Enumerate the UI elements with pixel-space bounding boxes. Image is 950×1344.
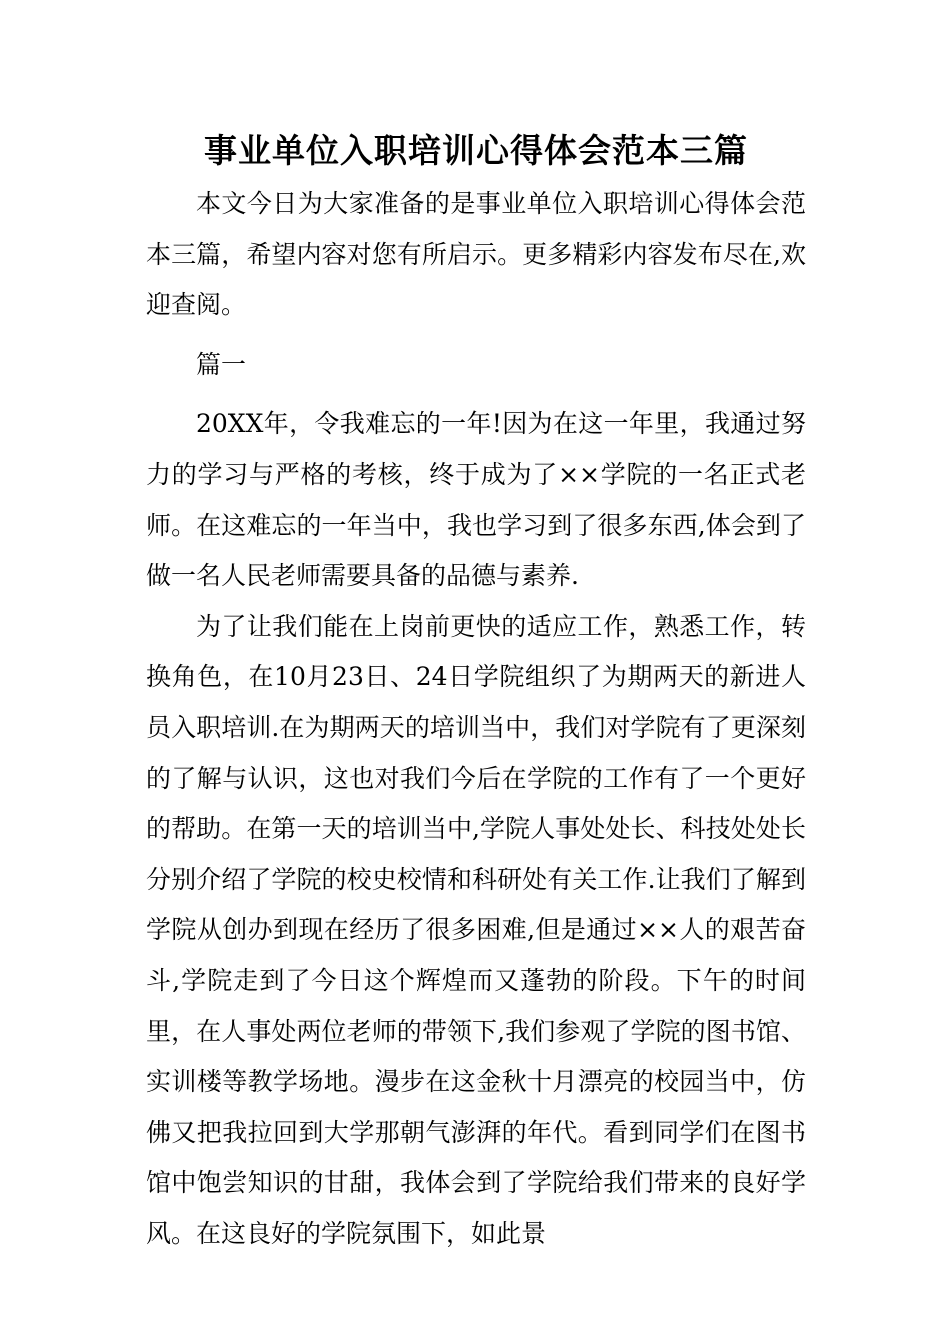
section-heading: 篇一 — [196, 349, 247, 379]
document-body — [146, 123, 806, 1259]
body-paragraph: 20XX年，令我难忘的一年!因为在这一年里，我通过努力的学习与严格的考核，终于成为了××学院的一名正式老师。在这难忘的一年当中，我也学习到了很多东西,体会到了做一名人民老师需要具备的品德与素养. — [146, 409, 806, 591]
body-paragraph: 为了让我们能在上岗前更快的适应工作，熟悉工作，转换角色，在10月23日、24日学院组织了为期两天的新进人员入职培训.在为期两天的培训当中，我们对学院有了更深刻的了解与认识，这也对我们今后在学院的工作有了一个更好的帮助。在第一天的培训当中,学院人事处处长、科技处处长分别介绍了学院的校史校情和科研处有关工作.让我们了解到学院从创办到现在经历了很多困难,但是通过××人的艰苦奋斗,学院走到了今日这个辉煌而又蓬勃的阶段。下午的时间里，在人事处两位老师的带领下,我们参观了学院的图书馆、实训楼等教学场地。漫步在这金秋十月漂亮的校园当中，仿佛又把我拉回到大学那朝气澎湃的年代。看到同学们在图书馆中饱尝知识的甘甜，我体会到了学院给我们带来的良好学风。在这良好的学院氛围下，如此景 — [146, 611, 806, 1248]
document-title: 事业单位入职培训心得体会范本三篇 — [204, 131, 748, 170]
intro-paragraph: 本文今日为大家准备的是事业单位入职培训心得体会范本三篇，希望内容对您有所启示。更多精彩内容发布尽在,欢迎查阅。 — [146, 189, 806, 320]
